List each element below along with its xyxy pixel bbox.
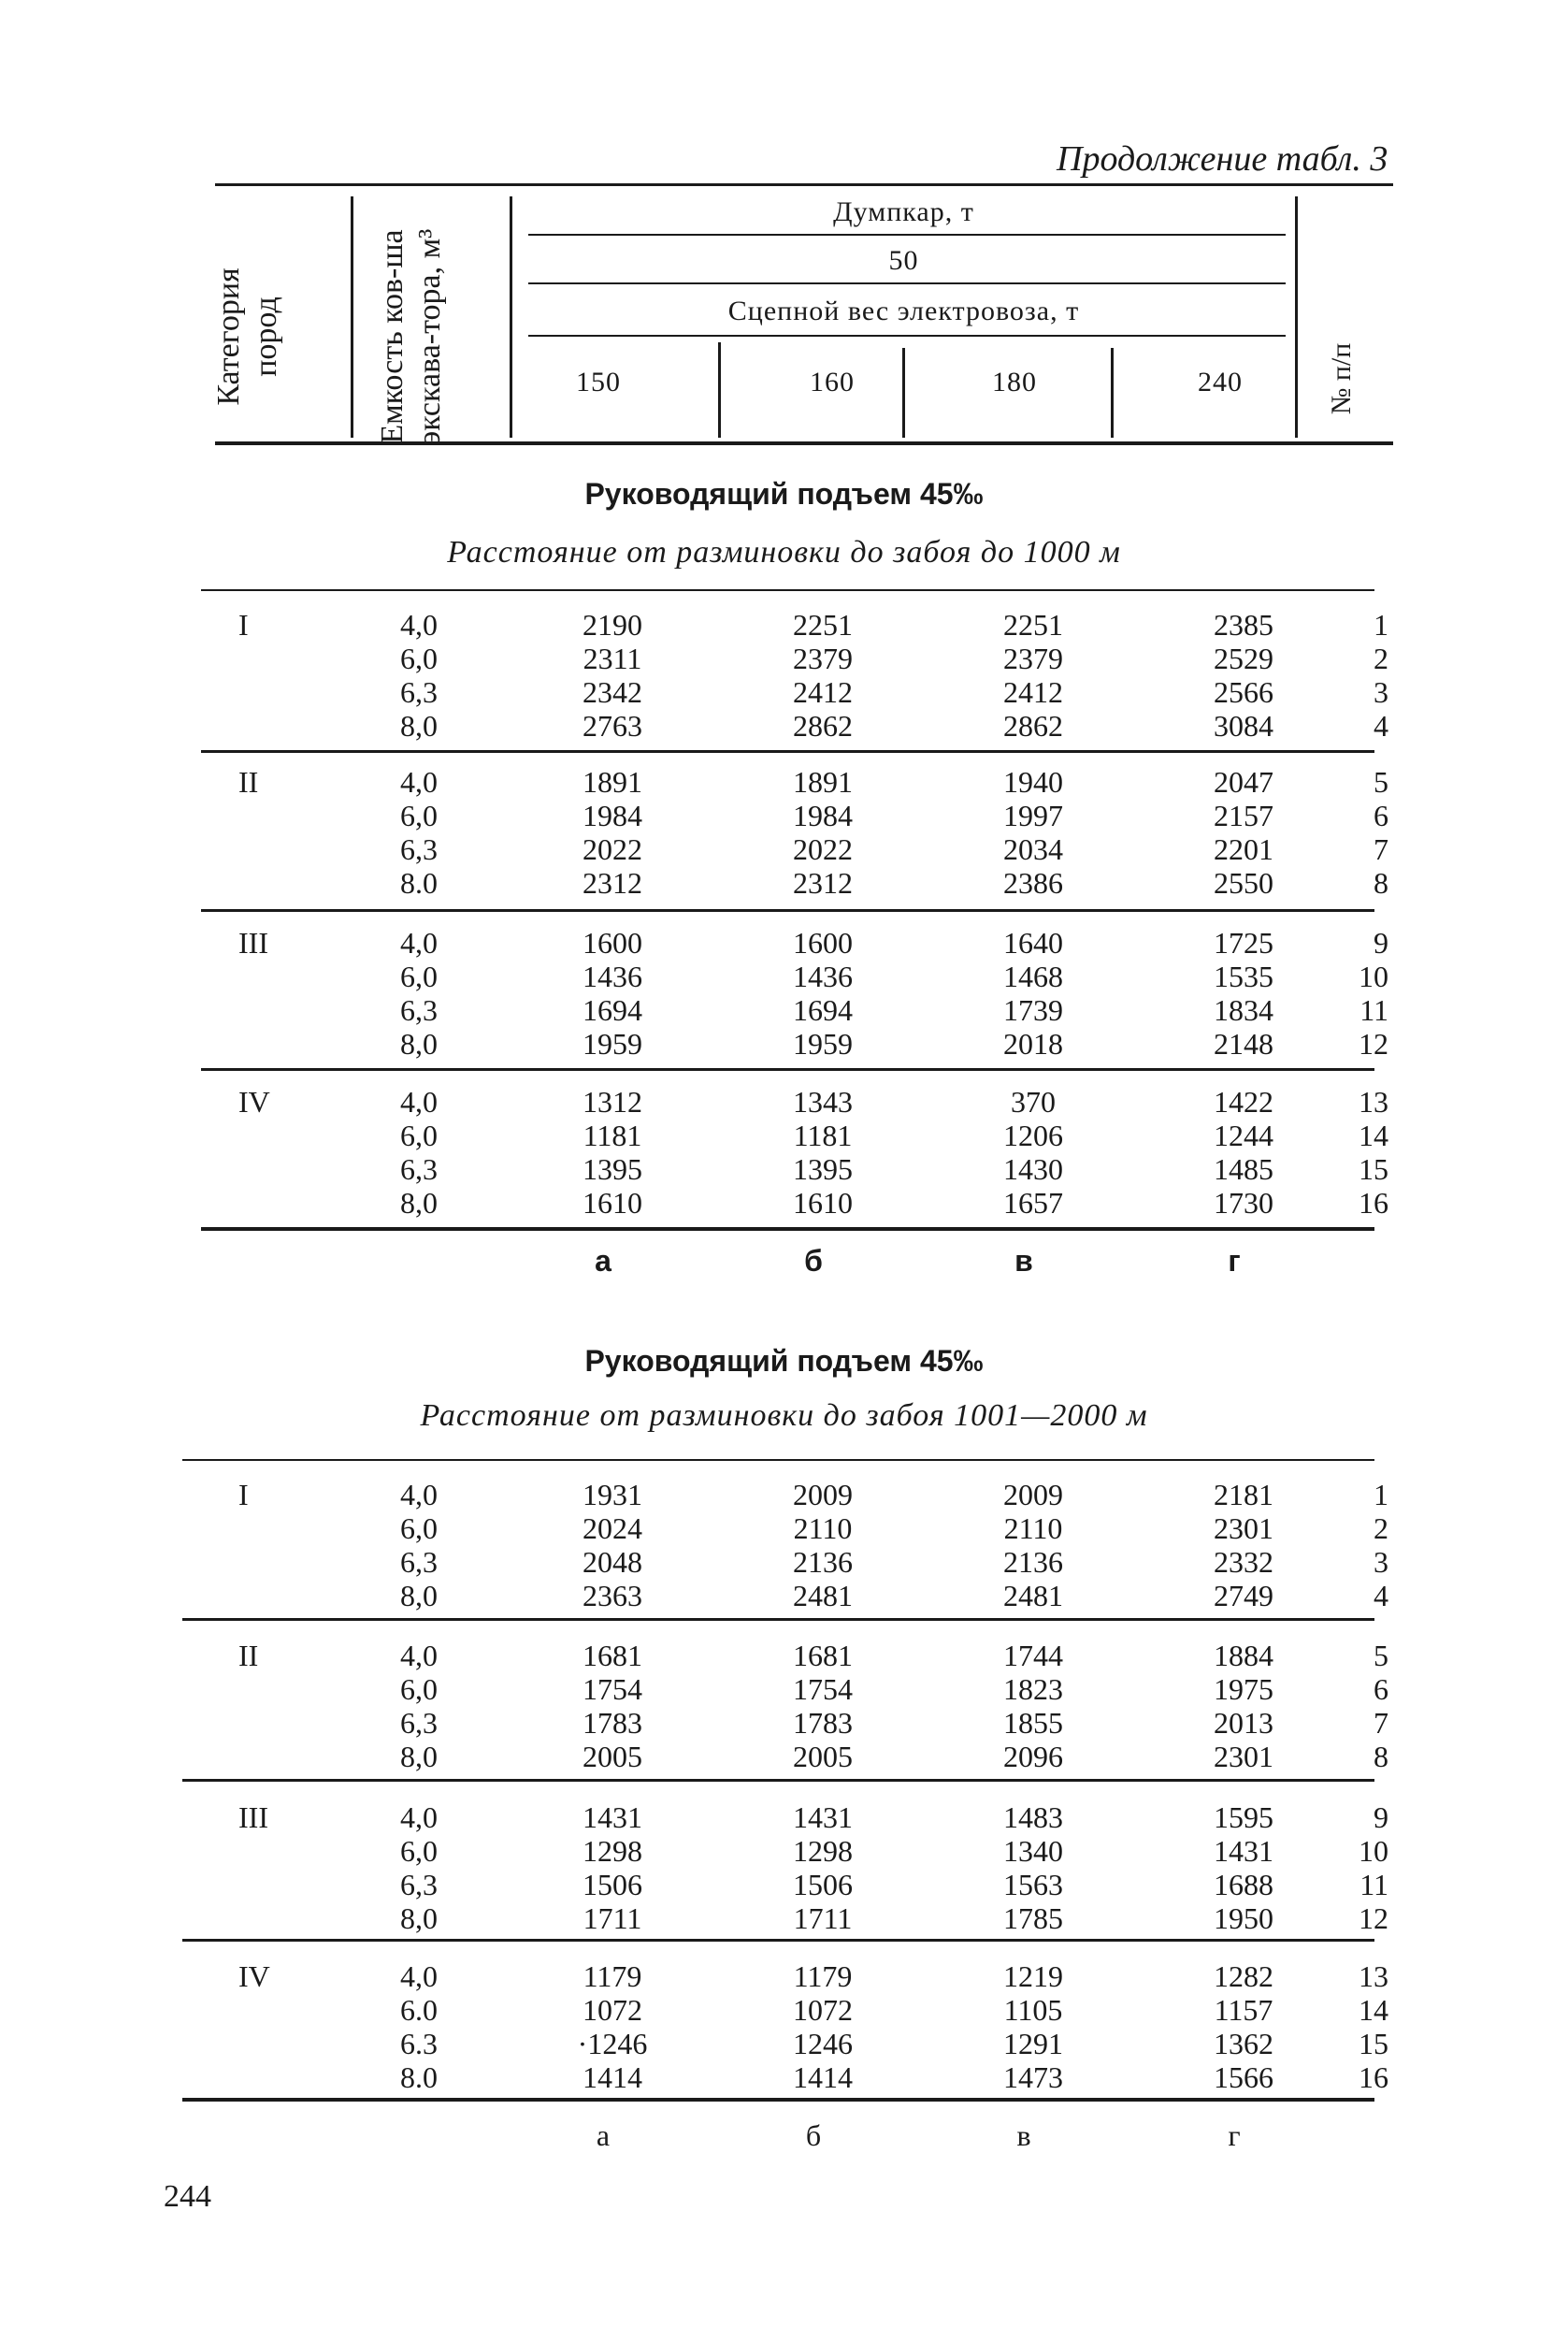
bucket-capacity-cell: 6,3 <box>400 675 438 709</box>
column-letter: б <box>805 2118 822 2152</box>
value-cell-c: 1640 <box>1003 926 1063 960</box>
value-cell-b: 1600 <box>793 926 853 960</box>
value-cell-c: 1855 <box>1003 1706 1063 1740</box>
row-index: 4 <box>1374 709 1388 743</box>
category-label: IV <box>238 1085 270 1119</box>
value-cell-c: 1206 <box>1003 1119 1063 1152</box>
value-cell-a: 2763 <box>583 709 642 743</box>
value-cell-b: 2022 <box>793 832 853 866</box>
bucket-capacity-cell: 6,0 <box>400 1119 438 1152</box>
value-cell-d: 2385 <box>1214 608 1273 642</box>
row-index: 7 <box>1374 1706 1388 1740</box>
continued-label: Продолжение табл. 3 <box>1057 139 1388 179</box>
value-cell-b: 1694 <box>793 993 853 1027</box>
value-cell-a: 1312 <box>583 1085 642 1119</box>
row-index: 10 <box>1359 960 1388 993</box>
value-cell-c: 2386 <box>1003 866 1063 900</box>
value-cell-b: 1984 <box>793 799 853 832</box>
value-cell-b: 2312 <box>793 866 853 900</box>
row-index: 14 <box>1359 1993 1388 2027</box>
value-cell-a: 1984 <box>583 799 642 832</box>
value-cell-d: 2201 <box>1214 832 1273 866</box>
category-label: III <box>238 1800 268 1834</box>
header-weight-160: 160 <box>810 367 855 397</box>
bucket-capacity-cell: 8.0 <box>400 2060 438 2094</box>
header-weight-150: 150 <box>576 367 621 397</box>
section-subtitle: Расстояние от разминовки до забоя до 1000 м <box>447 535 1121 570</box>
value-cell-b: 1711 <box>793 1901 853 1935</box>
value-cell-d: 1157 <box>1214 1993 1273 2027</box>
value-cell-c: 1657 <box>1003 1186 1063 1220</box>
row-index: 8 <box>1374 1740 1388 1773</box>
bucket-capacity-cell: 4,0 <box>400 765 438 799</box>
row-index: 9 <box>1374 1800 1388 1834</box>
bucket-capacity-cell: 4,0 <box>400 1959 438 1993</box>
value-cell-b: 2009 <box>793 1478 853 1511</box>
row-index: 16 <box>1359 2060 1388 2094</box>
bucket-capacity-cell: 8,0 <box>400 1579 438 1612</box>
row-index: 3 <box>1374 1545 1388 1579</box>
row-index: 10 <box>1359 1834 1388 1868</box>
value-cell-c: 1940 <box>1003 765 1063 799</box>
value-cell-d: 2566 <box>1214 675 1273 709</box>
value-cell-a: 1600 <box>583 926 642 960</box>
value-cell-d: 2529 <box>1214 642 1273 675</box>
value-cell-d: 1485 <box>1214 1152 1273 1186</box>
header-category: Категория пород <box>211 267 283 406</box>
value-cell-b: 1754 <box>793 1672 853 1706</box>
category-label: III <box>238 926 268 960</box>
row-index: 12 <box>1359 1901 1388 1935</box>
row-index: 6 <box>1374 1672 1388 1706</box>
value-cell-a: 2022 <box>583 832 642 866</box>
value-cell-c: 2862 <box>1003 709 1063 743</box>
bucket-capacity-cell: 8,0 <box>400 1901 438 1935</box>
value-cell-a: 1694 <box>583 993 642 1027</box>
value-cell-d: 1730 <box>1214 1186 1273 1220</box>
value-cell-a: 1891 <box>583 765 642 799</box>
category-label: I <box>238 608 249 642</box>
header-dumpcar-value: 50 <box>888 245 919 276</box>
bucket-capacity-cell: 6.0 <box>400 1993 438 2027</box>
value-cell-b: 1681 <box>793 1639 853 1672</box>
value-cell-b: 1181 <box>793 1119 853 1152</box>
bucket-capacity-cell: 6,0 <box>400 960 438 993</box>
value-cell-c: 1468 <box>1003 960 1063 993</box>
value-cell-d: 2301 <box>1214 1511 1273 1545</box>
column-letter: а <box>596 2118 611 2152</box>
bucket-capacity-cell: 4,0 <box>400 926 438 960</box>
value-cell-b: 1431 <box>793 1800 853 1834</box>
value-cell-a: 1711 <box>583 1901 642 1935</box>
bucket-capacity-cell: 6,3 <box>400 1706 438 1740</box>
value-cell-c: 2251 <box>1003 608 1063 642</box>
value-cell-a: 1431 <box>583 1800 642 1834</box>
value-cell-c: 2379 <box>1003 642 1063 675</box>
row-index: 11 <box>1359 993 1388 1027</box>
value-cell-c: 2018 <box>1003 1027 1063 1061</box>
bucket-capacity-cell: 6,3 <box>400 1545 438 1579</box>
header-bucket-capacity: Емкость ков-ша экскава-тора, м³ <box>375 228 447 445</box>
row-index: 6 <box>1374 799 1388 832</box>
value-cell-a: 2048 <box>583 1545 642 1579</box>
category-label: II <box>238 1639 259 1672</box>
value-cell-a: 1179 <box>583 1959 642 1993</box>
value-cell-b: 2412 <box>793 675 853 709</box>
value-cell-d: 2301 <box>1214 1740 1273 1773</box>
header-loco-weight: Сцепной вес электровоза, т <box>727 296 1080 326</box>
value-cell-b: 1414 <box>793 2060 853 2094</box>
bucket-capacity-cell: 6,0 <box>400 642 438 675</box>
bucket-capacity-cell: 6,0 <box>400 1672 438 1706</box>
value-cell-a: 2342 <box>583 675 642 709</box>
value-cell-c: 1739 <box>1003 993 1063 1027</box>
value-cell-a: 1414 <box>583 2060 642 2094</box>
value-cell-c: 1340 <box>1003 1834 1063 1868</box>
value-cell-a: 1072 <box>583 1993 642 2027</box>
value-cell-a: 1436 <box>583 960 642 993</box>
bucket-capacity-cell: 4,0 <box>400 1800 438 1834</box>
value-cell-d: 1688 <box>1214 1868 1273 1901</box>
row-index: 15 <box>1359 1152 1388 1186</box>
value-cell-c: 1105 <box>1003 1993 1063 2027</box>
group-rule <box>182 1779 1374 1782</box>
category-label: II <box>238 765 259 799</box>
bucket-capacity-cell: 4,0 <box>400 1478 438 1511</box>
page-number: 244 <box>164 2179 211 2214</box>
value-cell-d: 2148 <box>1214 1027 1273 1061</box>
header-index: № п/п <box>1326 342 1357 415</box>
value-cell-b: 1179 <box>793 1959 853 1993</box>
row-index: 14 <box>1359 1119 1388 1152</box>
value-cell-a: 1959 <box>583 1027 642 1061</box>
value-cell-b: 1246 <box>793 2027 853 2060</box>
value-cell-a: 1506 <box>583 1868 642 1901</box>
bucket-capacity-cell: 6,0 <box>400 1834 438 1868</box>
row-index: 8 <box>1374 866 1388 900</box>
value-cell-d: 1362 <box>1214 2027 1273 2060</box>
section-top-rule <box>201 589 1374 591</box>
column-letter: г <box>1228 1244 1241 1278</box>
row-index: 2 <box>1374 642 1388 675</box>
group-rule <box>182 2098 1374 2102</box>
value-cell-b: 1959 <box>793 1027 853 1061</box>
group-rule <box>182 1939 1374 1942</box>
value-cell-d: 1244 <box>1214 1119 1273 1152</box>
value-cell-a: 1298 <box>583 1834 642 1868</box>
value-cell-a: 2363 <box>583 1579 642 1612</box>
value-cell-d: 1834 <box>1214 993 1273 1027</box>
row-index: 2 <box>1374 1511 1388 1545</box>
value-cell-d: 2749 <box>1214 1579 1273 1612</box>
value-cell-b: 1783 <box>793 1706 853 1740</box>
bucket-capacity-cell: 6,0 <box>400 799 438 832</box>
row-index: 15 <box>1359 2027 1388 2060</box>
value-cell-b: 2005 <box>793 1740 853 1773</box>
value-cell-c: 1219 <box>1003 1959 1063 1993</box>
value-cell-d: 1595 <box>1214 1800 1273 1834</box>
bucket-capacity-cell: 6,3 <box>400 1868 438 1901</box>
value-cell-b: 1395 <box>793 1152 853 1186</box>
header-weight-180: 180 <box>992 367 1037 397</box>
value-cell-c: 2009 <box>1003 1478 1063 1511</box>
row-index: 5 <box>1374 1639 1388 1672</box>
value-cell-b: 1298 <box>793 1834 853 1868</box>
value-cell-d: 1725 <box>1214 926 1273 960</box>
row-index: 1 <box>1374 1478 1388 1511</box>
value-cell-c: 1823 <box>1003 1672 1063 1706</box>
value-cell-c: 1744 <box>1003 1639 1063 1672</box>
value-cell-c: 1997 <box>1003 799 1063 832</box>
bucket-capacity-cell: 6,3 <box>400 993 438 1027</box>
value-cell-b: 1506 <box>793 1868 853 1901</box>
value-cell-a: 2311 <box>583 642 642 675</box>
value-cell-a: 1931 <box>583 1478 642 1511</box>
group-rule <box>201 909 1374 912</box>
header-dumpcar: Думпкар, т <box>833 196 974 227</box>
value-cell-c: 1473 <box>1003 2060 1063 2094</box>
value-cell-c: 1430 <box>1003 1152 1063 1186</box>
row-index: 1 <box>1374 608 1388 642</box>
value-cell-d: 1975 <box>1214 1672 1273 1706</box>
category-label: I <box>238 1478 249 1511</box>
value-cell-c: 2481 <box>1003 1579 1063 1612</box>
row-index: 13 <box>1359 1085 1388 1119</box>
value-cell-d: 1431 <box>1214 1834 1273 1868</box>
value-cell-b: 2251 <box>793 608 853 642</box>
value-cell-d: 1282 <box>1214 1959 1273 1993</box>
column-letter: в <box>1016 2118 1031 2152</box>
value-cell-c: 370 <box>1011 1085 1056 1119</box>
value-cell-c: 1785 <box>1003 1901 1063 1935</box>
value-cell-b: 2136 <box>793 1545 853 1579</box>
group-rule <box>201 1227 1374 1231</box>
value-cell-b: 1436 <box>793 960 853 993</box>
value-cell-c: 1483 <box>1003 1800 1063 1834</box>
value-cell-c: 2096 <box>1003 1740 1063 1773</box>
value-cell-d: 2550 <box>1214 866 1273 900</box>
section-subtitle: Расстояние от разминовки до забоя 1001—2000 м <box>420 1398 1148 1433</box>
row-index: 9 <box>1374 926 1388 960</box>
column-letter: в <box>1014 1244 1033 1278</box>
value-cell-d: 1884 <box>1214 1639 1273 1672</box>
bucket-capacity-cell: 8.0 <box>400 866 438 900</box>
bucket-capacity-cell: 8,0 <box>400 1027 438 1061</box>
value-cell-b: 1610 <box>793 1186 853 1220</box>
value-cell-a: 2005 <box>583 1740 642 1773</box>
column-letter: б <box>804 1244 823 1278</box>
value-cell-c: 1563 <box>1003 1868 1063 1901</box>
bucket-capacity-cell: 8,0 <box>400 709 438 743</box>
value-cell-d: 2013 <box>1214 1706 1273 1740</box>
value-cell-d: 2157 <box>1214 799 1273 832</box>
row-index: 5 <box>1374 765 1388 799</box>
row-index: 13 <box>1359 1959 1388 1993</box>
value-cell-d: 1950 <box>1214 1901 1273 1935</box>
value-cell-d: 1535 <box>1214 960 1273 993</box>
value-cell-a: 2190 <box>583 608 642 642</box>
bucket-capacity-cell: 4,0 <box>400 1085 438 1119</box>
value-cell-b: 1891 <box>793 765 853 799</box>
value-cell-c: 2110 <box>1003 1511 1063 1545</box>
value-cell-a: 2024 <box>583 1511 642 1545</box>
value-cell-b: 2481 <box>793 1579 853 1612</box>
value-cell-a: 1783 <box>583 1706 642 1740</box>
section-top-rule <box>182 1459 1374 1461</box>
group-rule <box>201 1068 1374 1071</box>
value-cell-d: 3084 <box>1214 709 1273 743</box>
column-letter: а <box>595 1244 611 1278</box>
value-cell-d: 2181 <box>1214 1478 1273 1511</box>
bucket-capacity-cell: 6,3 <box>400 832 438 866</box>
value-cell-a: 1610 <box>583 1186 642 1220</box>
row-index: 4 <box>1374 1579 1388 1612</box>
bucket-capacity-cell: 4,0 <box>400 608 438 642</box>
row-index: 3 <box>1374 675 1388 709</box>
bucket-capacity-cell: 4,0 <box>400 1639 438 1672</box>
value-cell-a: ·1246 <box>577 2027 648 2060</box>
value-cell-c: 2136 <box>1003 1545 1063 1579</box>
value-cell-d: 1422 <box>1214 1085 1273 1119</box>
bucket-capacity-cell: 6,0 <box>400 1511 438 1545</box>
value-cell-d: 2047 <box>1214 765 1273 799</box>
value-cell-a: 1395 <box>583 1152 642 1186</box>
group-rule <box>182 1618 1374 1621</box>
value-cell-c: 2412 <box>1003 675 1063 709</box>
header-weight-240: 240 <box>1198 367 1243 397</box>
row-index: 16 <box>1359 1186 1388 1220</box>
bucket-capacity-cell: 6.3 <box>400 2027 438 2060</box>
value-cell-b: 2379 <box>793 642 853 675</box>
row-index: 12 <box>1359 1027 1388 1061</box>
category-label: IV <box>238 1959 270 1993</box>
value-cell-a: 1681 <box>583 1639 642 1672</box>
value-cell-c: 1291 <box>1003 2027 1063 2060</box>
value-cell-a: 1754 <box>583 1672 642 1706</box>
value-cell-b: 2862 <box>793 709 853 743</box>
value-cell-d: 1566 <box>1214 2060 1273 2094</box>
bucket-capacity-cell: 8,0 <box>400 1740 438 1773</box>
bucket-capacity-cell: 6,3 <box>400 1152 438 1186</box>
column-letter: г <box>1228 2118 1241 2152</box>
value-cell-b: 1343 <box>793 1085 853 1119</box>
value-cell-c: 2034 <box>1003 832 1063 866</box>
bucket-capacity-cell: 8,0 <box>400 1186 438 1220</box>
value-cell-b: 2110 <box>793 1511 853 1545</box>
value-cell-d: 2332 <box>1214 1545 1273 1579</box>
section-title: Руководящий подъем 45‰ <box>584 1344 984 1378</box>
group-rule <box>201 750 1374 753</box>
value-cell-a: 1181 <box>583 1119 642 1152</box>
row-index: 11 <box>1359 1868 1388 1901</box>
section-title: Руководящий подъем 45‰ <box>584 477 984 511</box>
value-cell-b: 1072 <box>793 1993 853 2027</box>
value-cell-a: 2312 <box>583 866 642 900</box>
row-index: 7 <box>1374 832 1388 866</box>
